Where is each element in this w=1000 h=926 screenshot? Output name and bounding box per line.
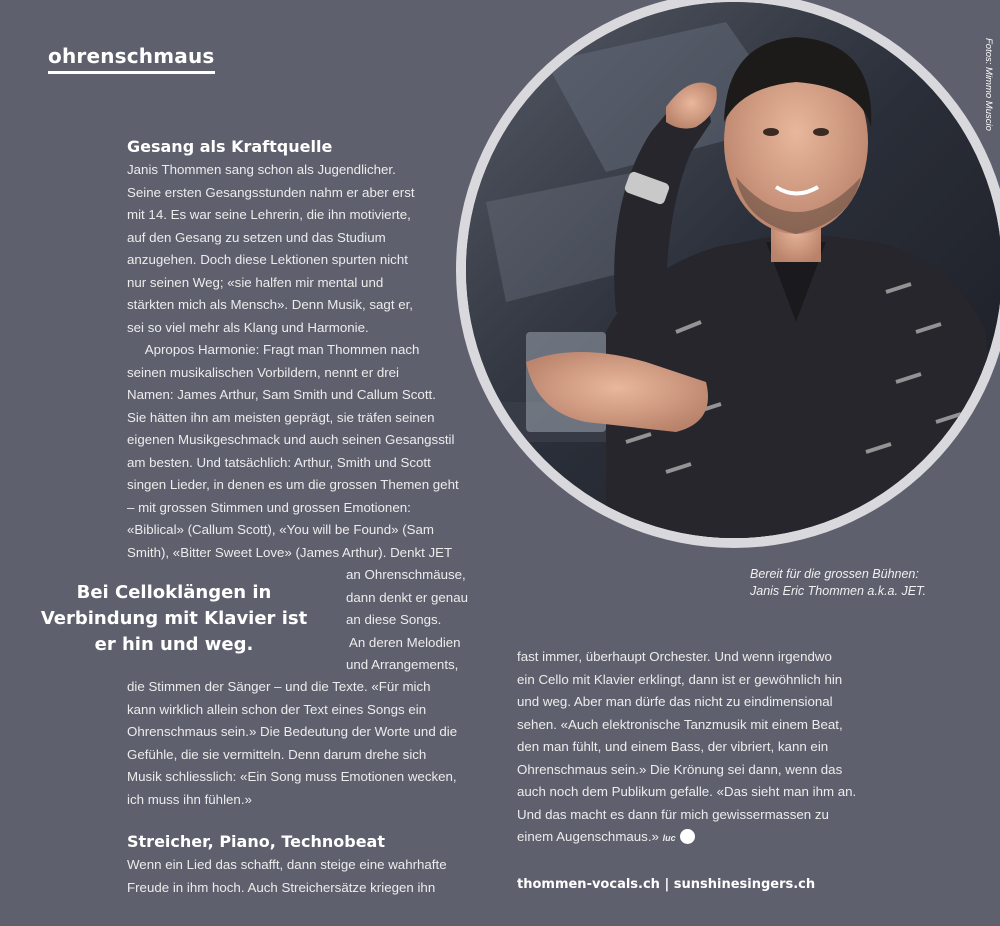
pull-quote-line: Verbindung mit Klavier ist bbox=[40, 608, 308, 629]
text-line: Sie hätten ihn am meisten geprägt, sie träfen seinen bbox=[127, 409, 435, 425]
text-line: am besten. Und tatsächlich: Arthur, Smith und Scott bbox=[127, 454, 431, 470]
text-line: An deren Melodien bbox=[346, 634, 461, 650]
text-line: – mit grossen Stimmen und grossen Emotionen: bbox=[127, 499, 411, 515]
text-line: Seine ersten Gesangsstunden nahm er aber erst bbox=[127, 184, 415, 200]
end-mark-icon bbox=[680, 829, 695, 844]
author-signature: luc bbox=[662, 833, 676, 843]
text-line: Ohrenschmaus sein.» Die Bedeutung der Worte und die bbox=[127, 724, 458, 739]
text-line: die Stimmen der Sänger – und die Texte. «Für mich bbox=[127, 679, 431, 694]
text-line: ein Cello mit Klavier erklingt, dann ist er gewöhnlich hin bbox=[517, 671, 843, 687]
link-thommen-vocals[interactable]: thommen-vocals.ch bbox=[517, 877, 660, 892]
body-text-continued bbox=[127, 676, 457, 811]
final-sentence: einem Augenschmaus.» bbox=[517, 829, 659, 844]
text-line: kann wirklich allein schon der Text eines Songs ein bbox=[127, 701, 427, 717]
section-label: ohrenschmaus bbox=[48, 44, 215, 74]
text-line: Apropos Harmonie: Fragt man Thommen nach bbox=[127, 342, 420, 357]
text-line: sei so viel mehr als Klang und Harmonie. bbox=[127, 319, 369, 335]
photo-credit: Fotos: Mimmo Muscio bbox=[983, 38, 994, 131]
website-links bbox=[517, 877, 815, 892]
text-line: singen Lieder, in denen es um die grossen Themen geht bbox=[127, 477, 459, 492]
body-text-wrap bbox=[346, 564, 468, 677]
body-text-right bbox=[517, 646, 856, 850]
link-separator: | bbox=[664, 877, 670, 892]
pull-quote bbox=[40, 580, 308, 658]
text-line: dann denkt er genau bbox=[346, 589, 468, 605]
body-text-section2 bbox=[127, 854, 447, 899]
text-line-end bbox=[517, 826, 856, 850]
section-heading: Streicher, Piano, Technobeat bbox=[127, 832, 385, 851]
text-line: auch noch dem Publikum gefalle. «Das sieht man ihm an. bbox=[517, 784, 857, 799]
text-line: Ohrenschmaus sein.» Die Krönung sei dann, wenn das bbox=[517, 761, 843, 777]
link-sunshinesingers[interactable]: sunshinesingers.ch bbox=[673, 877, 816, 892]
portrait-photo bbox=[466, 2, 1000, 538]
text-line: an diese Songs. bbox=[346, 612, 442, 627]
text-line: Musik schliesslich: «Ein Song muss Emotionen wecken, bbox=[127, 769, 457, 784]
section-heading: Gesang als Kraftquelle bbox=[127, 137, 333, 156]
photo-frame bbox=[456, 0, 1000, 548]
text-line: eigenen Musikgeschmack und auch seinen Gesangsstil bbox=[127, 432, 455, 447]
text-line: sehen. «Auch elektronische Tanzmusik mit einem Beat, bbox=[517, 716, 843, 732]
text-line: Und das macht es dann für mich gewissermassen zu bbox=[517, 806, 829, 822]
text-line: Gefühle, die sie vermitteln. Denn darum drehe sich bbox=[127, 746, 427, 762]
body-text-left bbox=[127, 159, 459, 564]
text-line: und weg. Aber man dürfe das nicht zu eindimensional bbox=[517, 694, 833, 709]
text-line: Freude in ihm hoch. Auch Streichersätze kriegen ihn bbox=[127, 879, 436, 895]
text-line: und Arrangements, bbox=[346, 657, 459, 672]
caption-line: Bereit für die grossen Bühnen: bbox=[750, 567, 919, 581]
text-line: ich muss ihn fühlen.» bbox=[127, 791, 252, 807]
text-line: nur seinen Weg; «sie halfen mir mental und bbox=[127, 274, 384, 290]
text-line: Namen: James Arthur, Sam Smith und Callum Scott. bbox=[127, 387, 436, 402]
text-line: seinen musikalischen Vorbildern, nennt er drei bbox=[127, 364, 400, 380]
photo-caption bbox=[750, 566, 926, 600]
text-line: fast immer, überhaupt Orchester. Und wenn irgendwo bbox=[517, 649, 832, 664]
text-line: an Ohrenschmäuse, bbox=[346, 567, 466, 582]
text-line: anzugehen. Doch diese Lektionen spurten nicht bbox=[127, 252, 408, 267]
text-line: stärkten mich als Mensch». Denn Musik, sagt er, bbox=[127, 297, 413, 312]
text-line: Smith), «Bitter Sweet Love» (James Arthur). Denkt JET bbox=[127, 544, 453, 560]
text-line: auf den Gesang zu setzen und das Studium bbox=[127, 229, 386, 245]
text-line: den man fühlt, und einem Bass, der vibriert, kann ein bbox=[517, 739, 829, 754]
pull-quote-line: Bei Celloklängen in bbox=[76, 582, 272, 603]
portrait-illustration bbox=[466, 2, 1000, 538]
caption-line: Janis Eric Thommen a.k.a. JET. bbox=[750, 584, 926, 598]
text-line: Janis Thommen sang schon als Jugendlicher. bbox=[127, 162, 396, 177]
text-line: mit 14. Es war seine Lehrerin, die ihn motivierte, bbox=[127, 207, 411, 222]
text-line: Wenn ein Lied das schafft, dann steige eine wahrhafte bbox=[127, 857, 447, 872]
pull-quote-line: er hin und weg. bbox=[94, 634, 254, 655]
text-line: «Biblical» (Callum Scott), «You will be Found» (Sam bbox=[127, 522, 434, 537]
